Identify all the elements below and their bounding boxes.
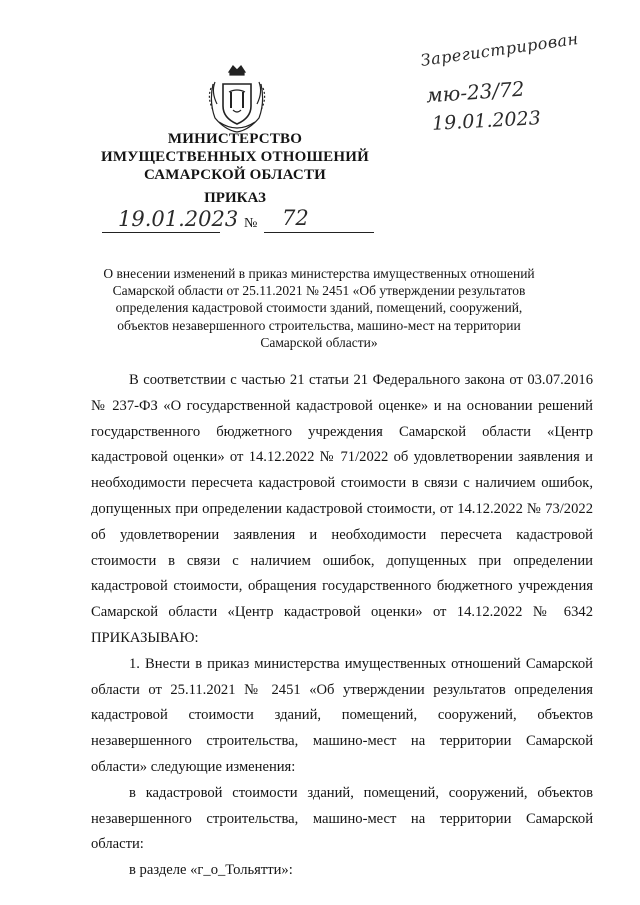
order-number: 72 <box>282 206 309 230</box>
registration-date: 19.01.2023 <box>431 107 542 135</box>
order-subject: О внесении изменений в приказ министерства имущественных отношений Самарской области от 25.11.2021 № 2451 «Об утверждении результатов определения кадастровой стоимости зданий, помещений, сооружений, объектов незавершенного строительства, машино-мест на территории Самарской области» <box>103 266 535 350</box>
section-paragraph: в разделе «г_о_Тольятти»: <box>129 862 293 879</box>
coat-of-arms-icon <box>205 62 269 136</box>
number-underline <box>264 232 374 233</box>
ministry-line-2: ИМУЩЕСТВЕННЫХ ОТНОШЕНИЙ <box>101 149 369 165</box>
date-underline <box>102 232 220 233</box>
ministry-name <box>100 130 370 184</box>
registration-number: мю-23/72 <box>425 76 526 108</box>
order-date: 19.01.2023 <box>118 207 239 231</box>
ministry-line-3: САМАРСКОЙ ОБЛАСТИ <box>143 167 327 183</box>
preamble-paragraph: В соответствии с частью 21 статьи 21 Федерального закона от 03.07.2016 № 237-ФЗ «О государственной кадастровой оценке» и на основании решений государственного бюджетного учреждения Самарской области «Центр кадастровой оценки» от 14.12.2022 № 71/2022 об удовлетворении заявления и необходимости пересчета кадастровой стоимости в связи с наличием ошибок, допущенных при определении кадастровой стоимости, от 14.12.2022 № 73/2022 об удовлетворении заявления и необходимости пересчета кадастровой стоимости в связи с наличием ошибок, допущенных при определении кадастровой стоимости, обращения государственного бюджетного учреждения Самарской области «Центр кадастровой оценки» от 14.12.2022 № 6342 ПРИКАЗЫВАЮ: <box>91 372 593 646</box>
registration-note: Зарегистрирован <box>419 29 580 70</box>
item-1-sub-paragraph: в кадастровой стоимости зданий, помещений, сооружений, объектов незавершенного строительства, машино-мест на территории Самарской области: <box>91 784 593 853</box>
item-1-paragraph: 1. Внести в приказ министерства имущественных отношений Самарской области от 25.11.2021 № 2451 «Об утверждении результатов определения кадастровой стоимости зданий, помещений, сооружений, объектов незавершенного строительства, машино-мест на территории Самарской области» следующие изменения: <box>91 655 593 775</box>
number-sign: № <box>244 216 258 231</box>
order-body <box>91 368 593 884</box>
ministry-line-1: МИНИСТЕРСТВО <box>167 131 303 147</box>
document-type: ПРИКАЗ <box>204 190 266 206</box>
